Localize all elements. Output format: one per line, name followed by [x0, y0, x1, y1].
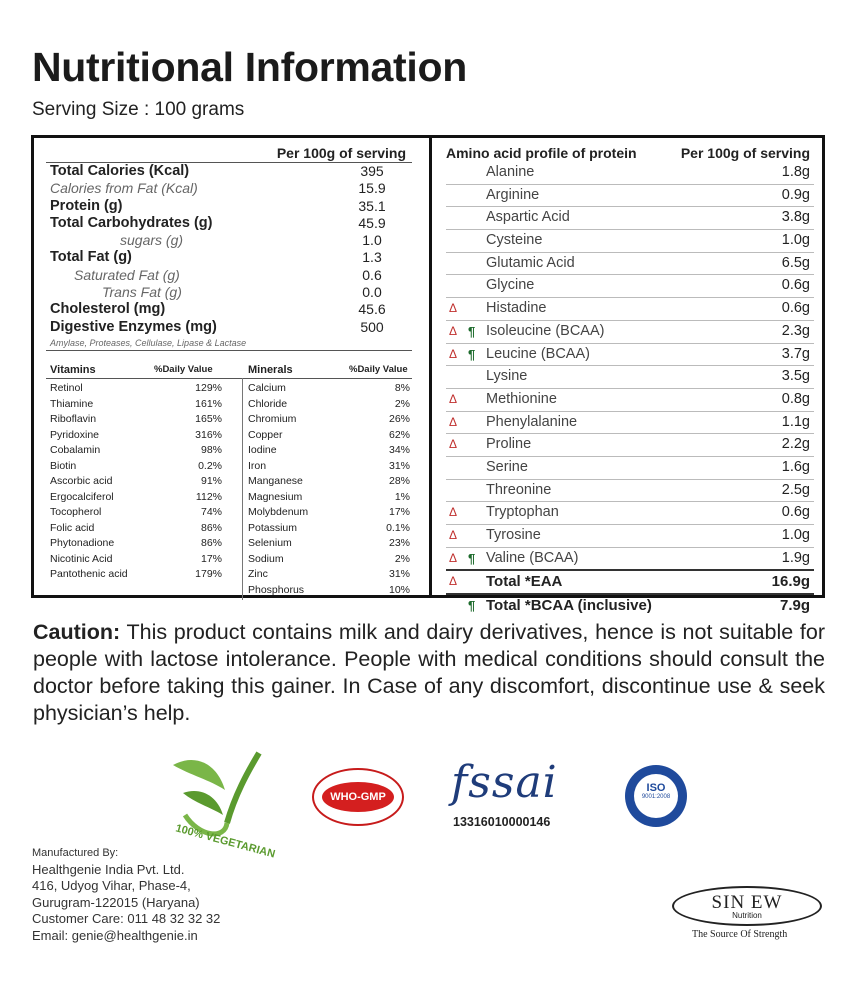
amino-row	[446, 388, 814, 411]
mineral-name: Chloride	[248, 397, 288, 410]
amino-name: Threonine	[486, 481, 552, 498]
vitamin-row	[46, 505, 236, 521]
amino-row	[446, 456, 814, 479]
mineral-name: Potassium	[248, 521, 298, 534]
nutrient-value: 0.6	[362, 266, 382, 283]
amino-total-row	[446, 593, 814, 617]
amino-name: Phenylalanine	[486, 413, 578, 430]
vitamin-daily-value: 86%	[200, 537, 222, 549]
vitamin-daily-value: 86%	[200, 521, 222, 534]
amino-name: Glycine	[486, 277, 535, 294]
mineral-name: Selenium	[248, 537, 292, 549]
eaa-marker-icon: Δ	[449, 550, 458, 565]
vitamin-row	[46, 381, 236, 397]
mineral-row	[244, 381, 420, 397]
vitamin-row	[46, 443, 236, 459]
eaa-marker-icon: Δ	[449, 301, 458, 316]
vitamin-name: Thiamine	[50, 397, 94, 410]
nutrition-row	[46, 284, 412, 301]
manufacturer-line: Healthgenie India Pvt. Ltd.	[32, 861, 185, 877]
mineral-daily-value: 23%	[388, 537, 410, 549]
page-title: Nutritional Information	[32, 44, 467, 90]
mineral-row	[244, 567, 420, 583]
amino-row	[446, 162, 814, 184]
mineral-row	[244, 428, 420, 444]
vitamin-row	[46, 459, 236, 475]
fssai-label: fssai	[451, 757, 558, 808]
eaa-marker-icon: Δ	[449, 574, 458, 589]
amino-value: 6.5g	[781, 254, 810, 271]
vitamin-daily-value: 179%	[195, 568, 222, 580]
eaa-marker-icon: Δ	[449, 323, 458, 338]
mineral-row	[244, 412, 420, 428]
eaa-marker-icon: Δ	[449, 505, 458, 520]
amino-name: Tyrosine	[486, 527, 541, 543]
manufacturer-line: Email: genie@healthgenie.in	[32, 927, 198, 943]
mineral-daily-value: 17%	[388, 506, 410, 518]
mineral-daily-value: 28%	[388, 475, 410, 487]
amino-name: Proline	[486, 436, 532, 453]
amino-rows	[446, 162, 814, 617]
amino-name: Arginine	[486, 186, 540, 203]
bcaa-marker-icon: ¶	[468, 598, 476, 614]
vitamin-daily-value: 17%	[200, 552, 222, 565]
amino-row	[446, 320, 814, 343]
amino-value-header: Per 100g of serving	[680, 145, 810, 161]
amino-value: 2.3g	[781, 322, 810, 339]
amino-value: 1.8g	[781, 164, 810, 180]
vitamin-daily-value: 98%	[200, 444, 222, 456]
vitamin-name: Pyridoxine	[50, 428, 100, 441]
mineral-daily-value: 1%	[394, 490, 410, 503]
mineral-row	[244, 505, 420, 521]
vm-separator	[242, 378, 243, 600]
amino-header-row	[446, 144, 814, 162]
vitamin-daily-value: 316%	[195, 428, 222, 441]
nutrition-facts	[46, 144, 412, 351]
mineral-name: Iron	[248, 459, 267, 472]
mineral-daily-value: 31%	[388, 459, 410, 472]
vitamin-name: Riboflavin	[50, 413, 97, 425]
amino-name: Histadine	[486, 300, 547, 317]
mineral-daily-value: 0.1%	[386, 521, 410, 534]
mineral-daily-value: 26%	[388, 413, 410, 425]
mineral-row	[244, 583, 420, 599]
amino-total-row	[446, 569, 814, 593]
mineral-row	[244, 536, 420, 552]
amino-value: 1.9g	[781, 549, 810, 566]
mineral-name: Phosphorus	[248, 583, 305, 596]
amino-name: Tryptophan	[486, 504, 559, 521]
mineral-row	[244, 397, 420, 413]
nutrition-row	[46, 180, 412, 197]
amino-row	[446, 524, 814, 547]
nutrient-name: Trans Fat (g)	[102, 284, 182, 301]
fssai-license-number: 13316010000146	[453, 815, 551, 829]
vitamin-row	[46, 428, 236, 444]
amino-value: 1.6g	[781, 458, 810, 475]
amino-row	[446, 343, 814, 366]
fssai-logo	[447, 757, 582, 829]
nutrient-name: Total Calories (Kcal)	[50, 163, 190, 179]
nutrient-name: Digestive Enzymes (mg)	[50, 318, 217, 335]
vitamin-row	[46, 521, 236, 537]
iso-label: ISO	[646, 782, 666, 794]
amino-row	[446, 206, 814, 229]
amino-row	[446, 501, 814, 524]
eaa-marker-icon: Δ	[449, 346, 458, 361]
amino-table	[446, 144, 814, 617]
vitamins-dv-header: %Daily Value	[154, 364, 213, 375]
mineral-row	[244, 490, 420, 506]
mineral-name: Zinc	[248, 568, 268, 580]
nutrition-row	[46, 301, 412, 318]
vitamin-daily-value: 161%	[195, 397, 222, 410]
nutrient-value: 35.1	[358, 197, 386, 214]
caution-body: This product contains milk and dairy derivatives, hence is not suitable for people with lactose intolerance. People with medical conditions should consult the doctor before taking this gainer. In Case of any discomfort, discontinue use & seek physician’s help.	[33, 620, 825, 725]
vitamin-name: Cobalamin	[50, 444, 101, 456]
amino-header: Amino acid profile of protein	[446, 145, 637, 161]
who-gmp-label: WHO-GMP	[322, 782, 394, 812]
mineral-row	[244, 552, 420, 568]
mineral-daily-value: 10%	[388, 583, 410, 596]
vitamin-name: Retinol	[50, 382, 83, 394]
manufacturer-info	[32, 845, 220, 944]
caution-text	[33, 619, 825, 727]
mineral-daily-value: 2%	[394, 397, 410, 410]
amino-name: Cysteine	[486, 232, 543, 249]
nutrient-name: Calories from Fat (Kcal)	[50, 180, 198, 197]
vitamin-name: Biotin	[50, 459, 77, 472]
mineral-name: Calcium	[248, 382, 286, 394]
amino-row	[446, 411, 814, 434]
nutrition-row	[46, 267, 412, 284]
nutrition-row	[46, 232, 412, 249]
amino-name: Total *BCAA (inclusive)	[486, 597, 652, 615]
nutrient-value: 1.3	[362, 249, 382, 266]
vitamin-daily-value: 74%	[200, 506, 222, 518]
mineral-name: Manganese	[248, 475, 303, 487]
amino-row	[446, 365, 814, 388]
amino-row	[446, 433, 814, 456]
nutrient-value: 500	[360, 318, 384, 335]
brand-logo	[672, 886, 824, 944]
vitamin-name: Ergocalciferol	[50, 490, 114, 503]
amino-value: 0.6g	[781, 504, 810, 521]
amino-value: 2.2g	[781, 436, 810, 453]
vegetarian-label: 100% VEGETARIAN	[174, 822, 277, 861]
vitamin-row	[46, 536, 236, 552]
amino-row	[446, 547, 814, 570]
nutrient-name: Total Carbohydrates (g)	[50, 214, 213, 231]
vitamin-name: Nicotinic Acid	[50, 552, 113, 565]
mineral-name: Magnesium	[248, 490, 303, 503]
mineral-row	[244, 521, 420, 537]
bcaa-marker-icon: ¶	[468, 550, 476, 566]
brand-tagline: The Source Of Strength	[692, 929, 788, 940]
mineral-daily-value: 8%	[394, 382, 410, 394]
nutrient-name: Total Fat (g)	[50, 249, 132, 266]
vitamin-name: Pantothenic acid	[50, 568, 128, 580]
amino-value: 7.9g	[779, 597, 810, 615]
vitamin-row	[46, 474, 236, 490]
manufacturer-line: Gurugram-122015 (Haryana)	[32, 894, 200, 910]
mineral-daily-value: 62%	[388, 428, 410, 441]
minerals-header: Minerals	[248, 364, 293, 376]
manufacturer-line: Customer Care: 011 48 32 32 32	[32, 911, 221, 926]
vitamin-daily-value: 91%	[200, 475, 222, 487]
nutrient-value: 45.6	[358, 301, 386, 318]
caution-label: Caution:	[33, 620, 121, 644]
eaa-marker-icon: Δ	[449, 437, 458, 452]
mineral-name: Molybdenum	[248, 506, 309, 518]
nutrition-rows	[46, 163, 412, 336]
manufacturer-header: Manufactured By:	[32, 847, 119, 859]
who-gmp-logo	[312, 768, 404, 826]
vm-header	[46, 362, 412, 379]
minerals-list	[244, 381, 420, 598]
vitamin-row	[46, 567, 236, 583]
amino-name: Methionine	[486, 390, 557, 407]
mineral-row	[244, 443, 420, 459]
amino-name: Lysine	[486, 368, 528, 385]
amino-value: 3.5g	[781, 368, 810, 385]
vitamin-row	[46, 412, 236, 428]
nutrient-value: 395	[360, 163, 384, 179]
vegetarian-logo	[155, 745, 277, 861]
vitamin-row	[46, 552, 236, 568]
nutrition-row	[46, 198, 412, 215]
brand-name: SIN EW	[711, 892, 783, 913]
nutrient-name: Saturated Fat (g)	[74, 266, 180, 283]
amino-name: Glutamic Acid	[486, 254, 575, 271]
nutrient-value: 45.9	[358, 214, 386, 231]
nutrient-name: Cholesterol (mg)	[50, 301, 166, 318]
amino-name: Isoleucine (BCAA)	[486, 322, 605, 339]
vitamin-name: Ascorbic acid	[50, 475, 113, 487]
iso-logo	[625, 765, 687, 827]
amino-row	[446, 252, 814, 275]
mineral-daily-value: 31%	[388, 568, 410, 580]
amino-row	[446, 184, 814, 207]
mineral-row	[244, 474, 420, 490]
mineral-name: Chromium	[248, 413, 297, 425]
nutrient-value: 15.9	[358, 180, 386, 197]
amino-name: Alanine	[486, 164, 535, 180]
panel-divider	[429, 138, 432, 595]
amino-value: 0.6g	[781, 300, 810, 317]
iso-standard: 9001:2008	[641, 794, 671, 800]
mineral-name: Copper	[248, 428, 283, 441]
amino-value: 1.0g	[781, 527, 810, 543]
vitamin-name: Phytonadione	[50, 537, 115, 549]
vitamin-row	[46, 397, 236, 413]
brand-sub: Nutrition	[732, 911, 762, 920]
amino-name: Aspartic Acid	[486, 209, 570, 226]
minerals-dv-header: %Daily Value	[349, 364, 408, 375]
serving-size: Serving Size : 100 grams	[32, 99, 245, 120]
vitamin-daily-value: 0.2%	[198, 459, 222, 472]
mineral-row	[244, 459, 420, 475]
nutrition-panel	[31, 135, 825, 615]
amino-name: Total *EAA	[486, 573, 563, 591]
amino-value: 1.1g	[781, 413, 810, 430]
mineral-name: Sodium	[248, 552, 284, 565]
vitamin-row	[46, 490, 236, 506]
manufacturer-line: 416, Udyog Vihar, Phase-4,	[32, 878, 191, 893]
nutrient-name: sugars (g)	[120, 232, 184, 249]
amino-value: 3.7g	[781, 345, 810, 362]
amino-row	[446, 479, 814, 502]
amino-value: 0.8g	[781, 390, 810, 407]
vitamins-minerals	[46, 362, 412, 596]
mineral-daily-value: 34%	[388, 444, 410, 456]
bcaa-marker-icon: ¶	[468, 323, 476, 339]
amino-row	[446, 297, 814, 320]
eaa-marker-icon: Δ	[449, 391, 458, 406]
mineral-daily-value: 2%	[394, 552, 410, 565]
amino-value: 0.6g	[781, 277, 810, 294]
amino-value: 1.0g	[781, 232, 810, 249]
amino-value: 3.8g	[781, 209, 810, 226]
amino-row	[446, 229, 814, 252]
amino-row	[446, 274, 814, 297]
amino-value: 2.5g	[781, 481, 810, 498]
eaa-marker-icon: Δ	[449, 528, 458, 542]
nutrition-header: Per 100g of serving	[46, 144, 412, 163]
nutrition-row	[46, 163, 412, 180]
vitamins-list	[46, 381, 236, 583]
amino-name: Leucine (BCAA)	[486, 345, 590, 362]
vitamin-daily-value: 112%	[195, 490, 222, 503]
mineral-name: Iodine	[248, 444, 277, 456]
vitamin-daily-value: 165%	[195, 413, 222, 425]
enzymes-note: Amylase, Proteases, Cellulase, Lipase & Lactase	[46, 336, 412, 351]
eaa-marker-icon: Δ	[449, 414, 458, 429]
nutrient-name: Protein (g)	[50, 197, 123, 214]
nutrition-row	[46, 319, 412, 336]
nutrient-value: 1.0	[362, 232, 382, 249]
vitamins-header: Vitamins	[50, 364, 96, 376]
amino-name: Valine (BCAA)	[486, 549, 579, 566]
amino-value: 0.9g	[781, 186, 810, 203]
bcaa-marker-icon: ¶	[468, 346, 476, 362]
vitamin-name: Folic acid	[50, 521, 95, 534]
amino-name: Serine	[486, 458, 528, 475]
nutrition-row	[46, 215, 412, 232]
vitamin-name: Tocopherol	[50, 506, 102, 518]
nutrition-row	[46, 249, 412, 266]
nutrient-value: 0.0	[362, 284, 382, 301]
amino-value: 16.9g	[771, 573, 810, 591]
vitamin-daily-value: 129%	[195, 382, 222, 394]
